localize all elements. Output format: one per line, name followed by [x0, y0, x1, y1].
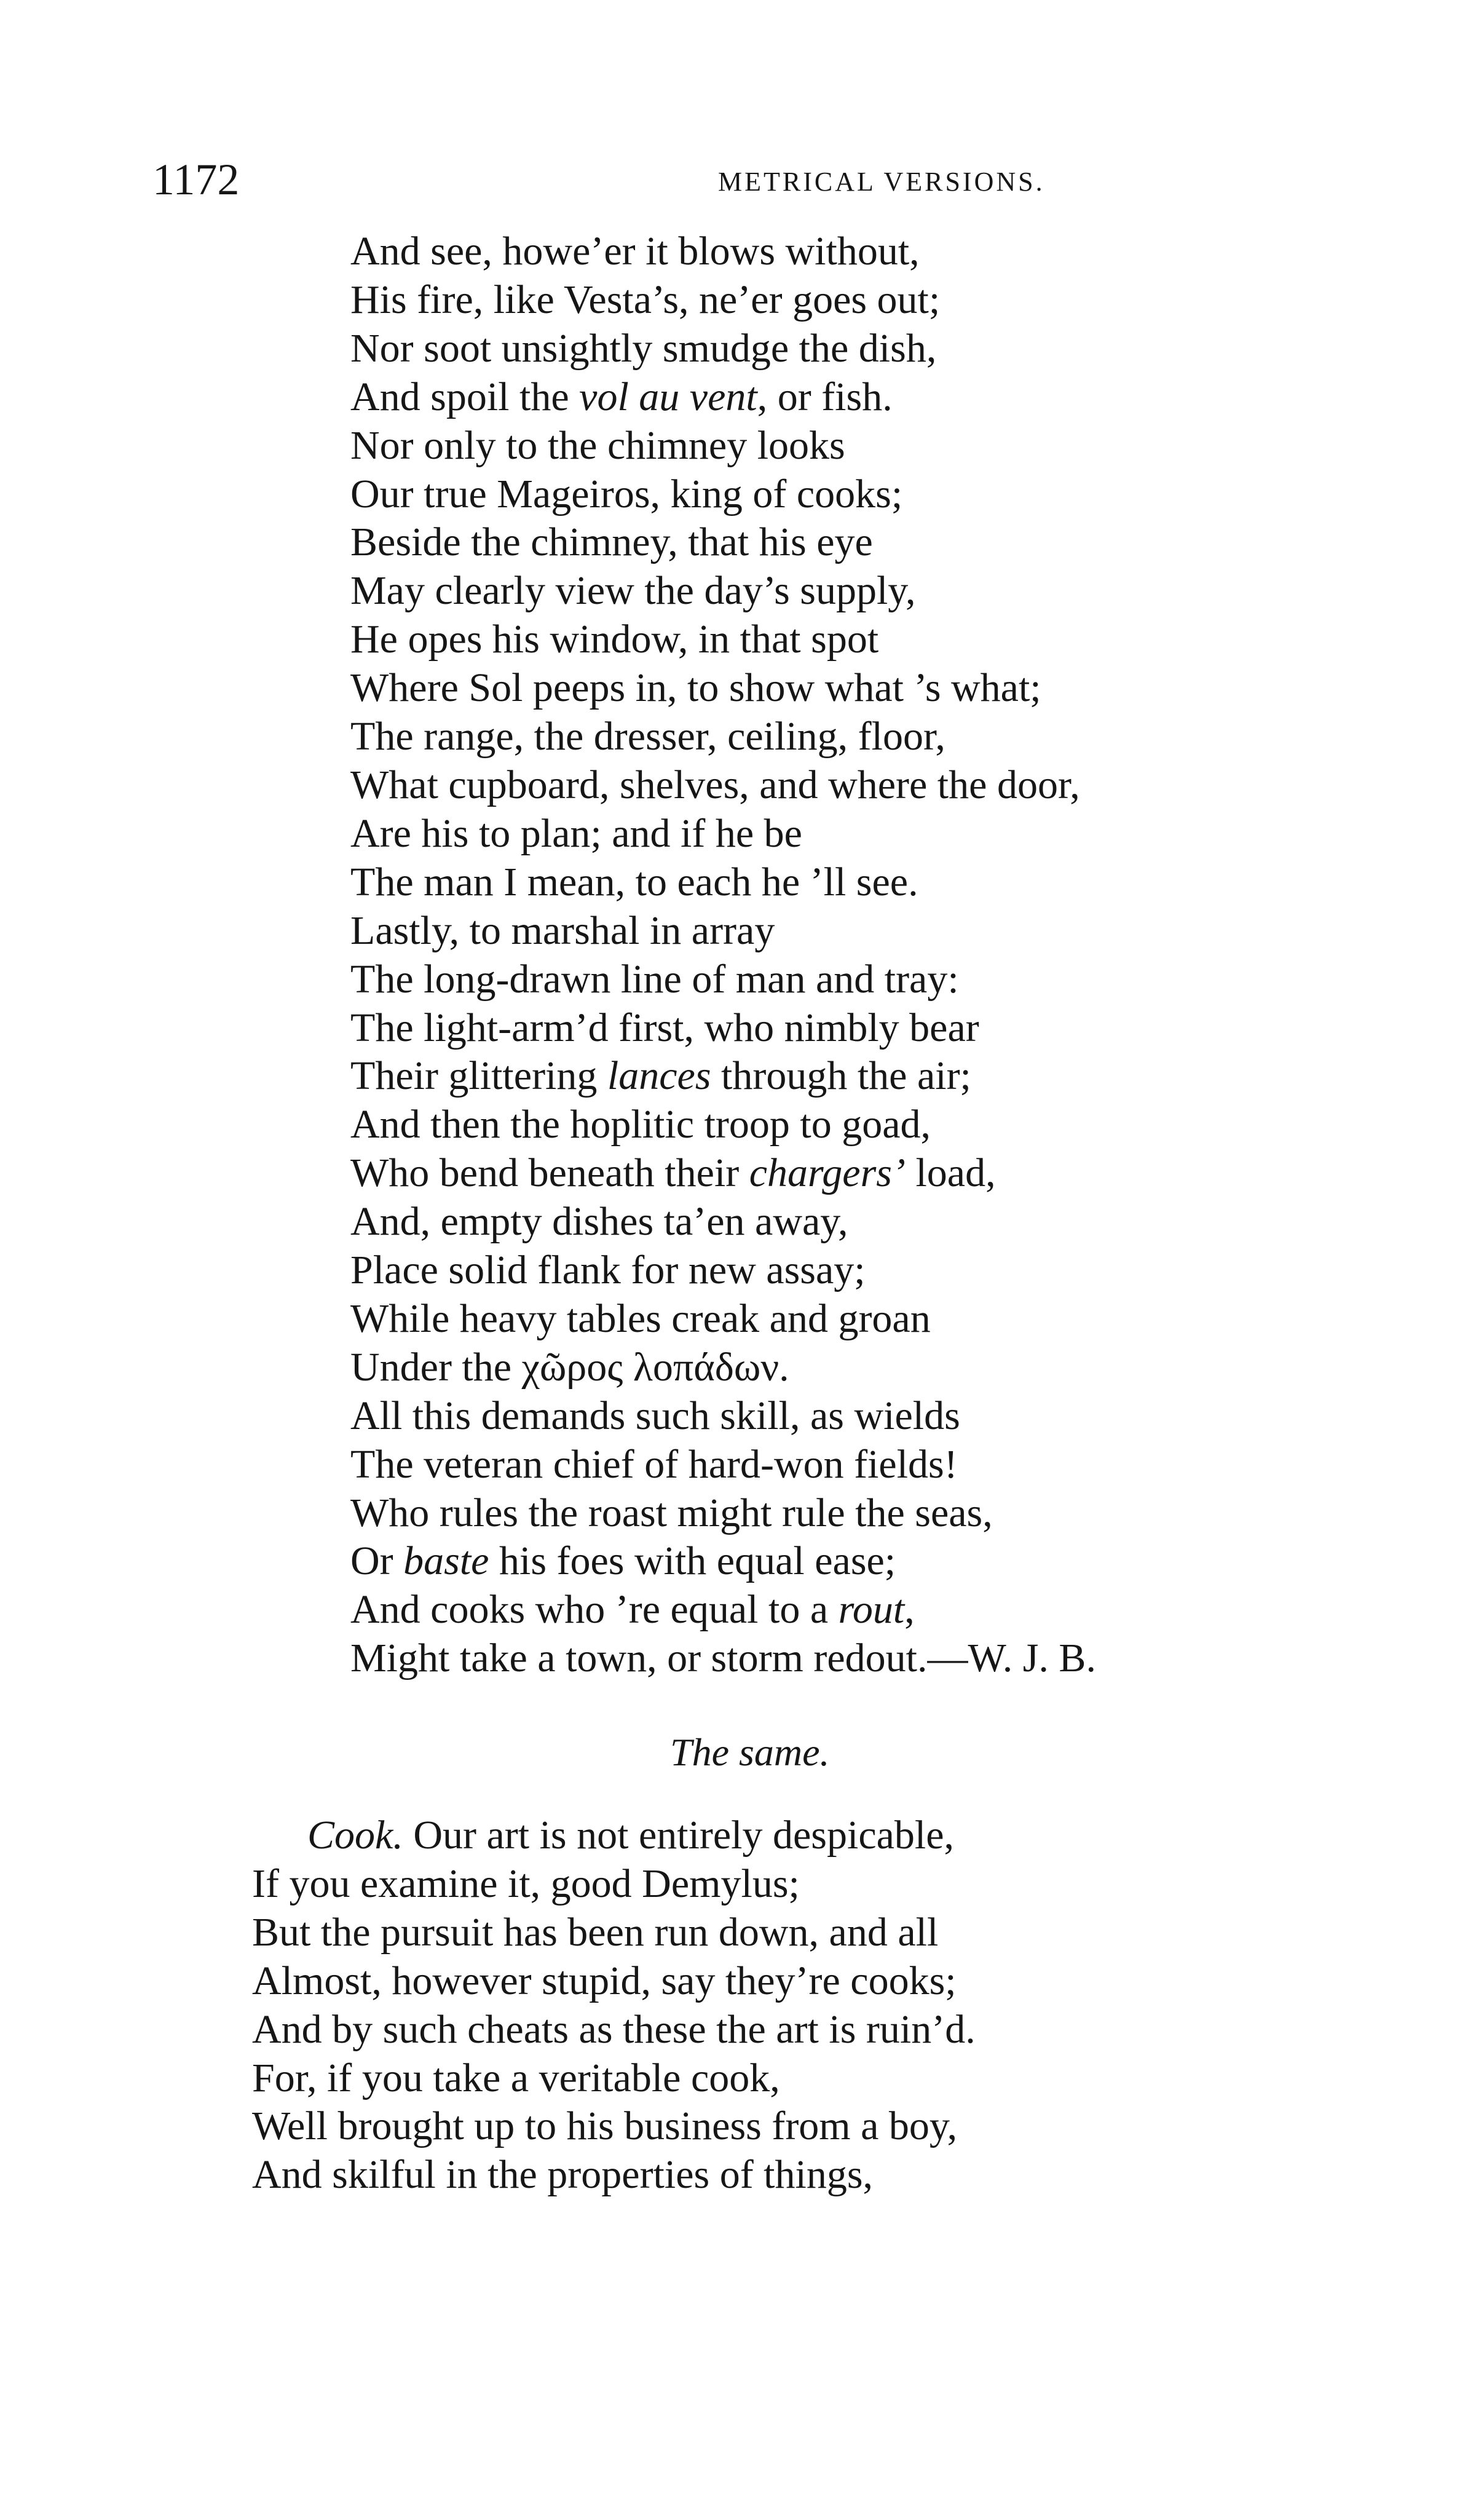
poem-line: The veteran chief of hard-won fields! [350, 1441, 958, 1487]
excerpt-line: Well brought up to his business from a boy, [252, 2104, 958, 2149]
poem-line: The range, the dresser, ceiling, floor, [350, 714, 945, 759]
poem-line-text: And cooks who ’re equal to a [350, 1587, 839, 1633]
poem-line-text: load, [905, 1150, 996, 1196]
poem-line-text: through the air; [711, 1053, 971, 1099]
excerpt-line: If you examine it, good Demylus; [252, 1861, 800, 1906]
poem-line-text: And spoil the [350, 374, 580, 419]
poem-line [350, 373, 1432, 422]
excerpt-line: And skilful in the properties of things, [252, 2152, 874, 2198]
running-title: METRICAL VERSIONS. [718, 167, 1045, 197]
poem-italic-phrase: rout [838, 1587, 905, 1633]
poem-line [350, 1149, 1432, 1198]
poem-line: Under the χῶρος λοπάδων. [350, 1344, 789, 1390]
poem-line: And see, howe’er it blows without, [350, 229, 920, 274]
poem-line: May clearly view the day’s supply, [350, 568, 916, 614]
poem-line-text: his foes with equal ease; [489, 1538, 896, 1584]
poem-line [350, 1052, 1432, 1101]
poem-line: Our true Mageiros, king of cooks; [350, 471, 903, 517]
excerpt-line-text: Our art is not entirely despicable, [403, 1813, 955, 1858]
speaker-label: Cook. [307, 1813, 403, 1858]
running-head [152, 155, 1296, 204]
poem-line: Lastly, to marshal in array [350, 908, 775, 953]
poem-line: What cupboard, shelves, and where the door, [350, 762, 1080, 807]
page-number: 1172 [152, 155, 240, 204]
poem-italic-phrase: chargers’ [749, 1150, 906, 1196]
poem-line: The man I mean, to each he ’ll see. [350, 859, 918, 905]
section-title: The same. [670, 1730, 830, 1774]
poem-line: Might take a town, or storm redout.—W. J. B. [350, 1636, 1096, 1681]
poem-line: His fire, like Vesta’s, ne’er goes out; [350, 277, 941, 322]
excerpt-line: Almost, however stupid, say they’re cooks; [252, 1958, 957, 2003]
poem-line-text: Their glittering [350, 1053, 607, 1099]
poem-line: And, empty dishes ta’en away, [350, 1199, 848, 1245]
excerpt-line: But the pursuit has been run down, and all [252, 1909, 939, 1955]
excerpt-line: And by such cheats as these the art is ruin’d. [252, 2006, 976, 2052]
poem [350, 228, 1432, 1683]
poem-line: Nor only to the chimney looks [350, 422, 845, 468]
poem-line [350, 1586, 1432, 1634]
poem-line: Beside the chimney, that his eye [350, 520, 873, 565]
poem-line: The light-arm’d first, who nimbly bear [350, 1005, 979, 1050]
poem-line [350, 1537, 1432, 1586]
poem-line-text: Or [350, 1538, 404, 1584]
poem-line: He opes his window, in that spot [350, 617, 879, 662]
poem-line: Place solid flank for new assay; [350, 1248, 866, 1293]
poem-line-text: , [904, 1587, 915, 1633]
poem-line: The long-drawn line of man and tray: [350, 956, 959, 1002]
poem-line: Nor soot unsightly smudge the dish, [350, 325, 937, 371]
poem-italic-phrase: lances [607, 1053, 711, 1099]
poem-line: While heavy tables creak and groan [350, 1296, 931, 1341]
poem-italic-phrase: vol au vent [579, 374, 757, 419]
poem-line: Are his to plan; and if he be [350, 810, 802, 856]
poem-italic-phrase: baste [403, 1538, 489, 1584]
poem-line: All this demands such skill, as wields [350, 1393, 960, 1438]
poem-line: Where Sol peeps in, to show what ’s what; [350, 665, 1041, 711]
poem-line-text: Who bend beneath their [350, 1150, 749, 1196]
poem-line: Who rules the roast might rule the seas, [350, 1490, 993, 1535]
poem-line-text: , or fish. [757, 374, 893, 419]
excerpt [252, 1811, 1420, 2199]
poem-line: And then the hoplitic troop to goad, [350, 1102, 931, 1147]
excerpt-line [252, 1811, 1420, 1860]
excerpt-line: For, if you take a veritable cook, [252, 2055, 780, 2100]
